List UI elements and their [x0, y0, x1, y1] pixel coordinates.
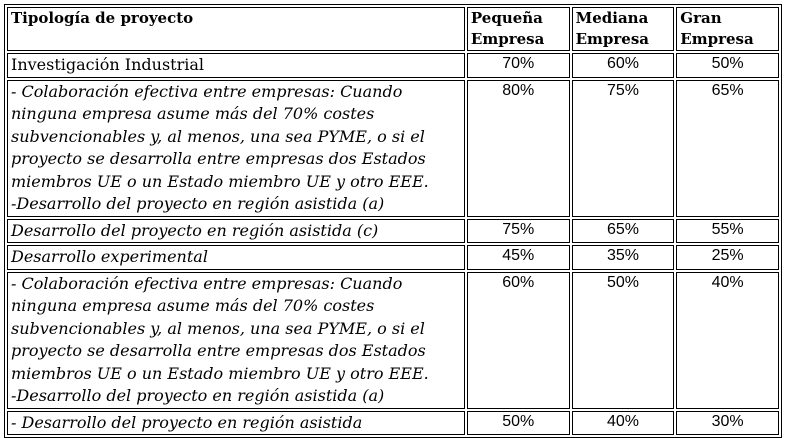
value-pequena: 75%: [467, 219, 570, 244]
table-row: [7, 272, 779, 409]
header-mediana-empresa: Mediana Empresa: [572, 7, 675, 51]
value-mediana: 50%: [572, 272, 675, 409]
row-label: Investigación Industrial: [7, 53, 465, 78]
table-row: [7, 219, 779, 244]
value-gran: 30%: [676, 411, 779, 436]
header-gran-empresa: Gran Empresa: [676, 7, 779, 51]
row-label-secondary: -Desarrollo del proyecto en región asistida (a): [11, 194, 385, 213]
table-row: [7, 411, 779, 436]
value-mediana: 75%: [572, 80, 675, 217]
value-pequena: 60%: [467, 272, 570, 409]
table-row: [7, 80, 779, 217]
header-pequena-empresa: Pequeña Empresa: [467, 7, 570, 51]
value-mediana: 40%: [572, 411, 675, 436]
value-gran: 50%: [676, 53, 779, 78]
value-gran: 65%: [676, 80, 779, 217]
row-label-cell: [7, 272, 465, 409]
row-label-secondary: -Desarrollo del proyecto en región asistida (a): [11, 386, 385, 405]
value-pequena: 80%: [467, 80, 570, 217]
value-pequena: 50%: [467, 411, 570, 436]
table-row: [7, 53, 779, 78]
row-label: - Colaboración efectiva entre empresas: Cuando ninguna empresa asume más del 70% costes subvencionables y, al menos, una sea PYME, o si el proyecto se desarrolla entre empresas dos Estados miembros UE o un Estado miembro UE y otro EEE.: [11, 273, 429, 383]
table-row: [7, 245, 779, 270]
value-gran: 25%: [676, 245, 779, 270]
header-row: [7, 7, 779, 51]
subsidy-table: [4, 4, 782, 438]
value-pequena: 70%: [467, 53, 570, 78]
row-label: Desarrollo del proyecto en región asistida (c): [7, 219, 465, 244]
value-gran: 40%: [676, 272, 779, 409]
row-label: - Desarrollo del proyecto en región asistida: [7, 411, 465, 436]
value-mediana: 65%: [572, 219, 675, 244]
row-label: Desarrollo experimental: [7, 245, 465, 270]
value-mediana: 35%: [572, 245, 675, 270]
value-gran: 55%: [676, 219, 779, 244]
row-label: - Colaboración efectiva entre empresas: Cuando ninguna empresa asume más del 70% costes subvencionables y, al menos, una sea PYME, o si el proyecto se desarrolla entre empresas dos Estados miembros UE o un Estado miembro UE y otro EEE.: [11, 81, 429, 191]
row-label-cell: [7, 80, 465, 217]
header-tipologia: Tipología de proyecto: [7, 7, 465, 51]
value-mediana: 60%: [572, 53, 675, 78]
value-pequena: 45%: [467, 245, 570, 270]
